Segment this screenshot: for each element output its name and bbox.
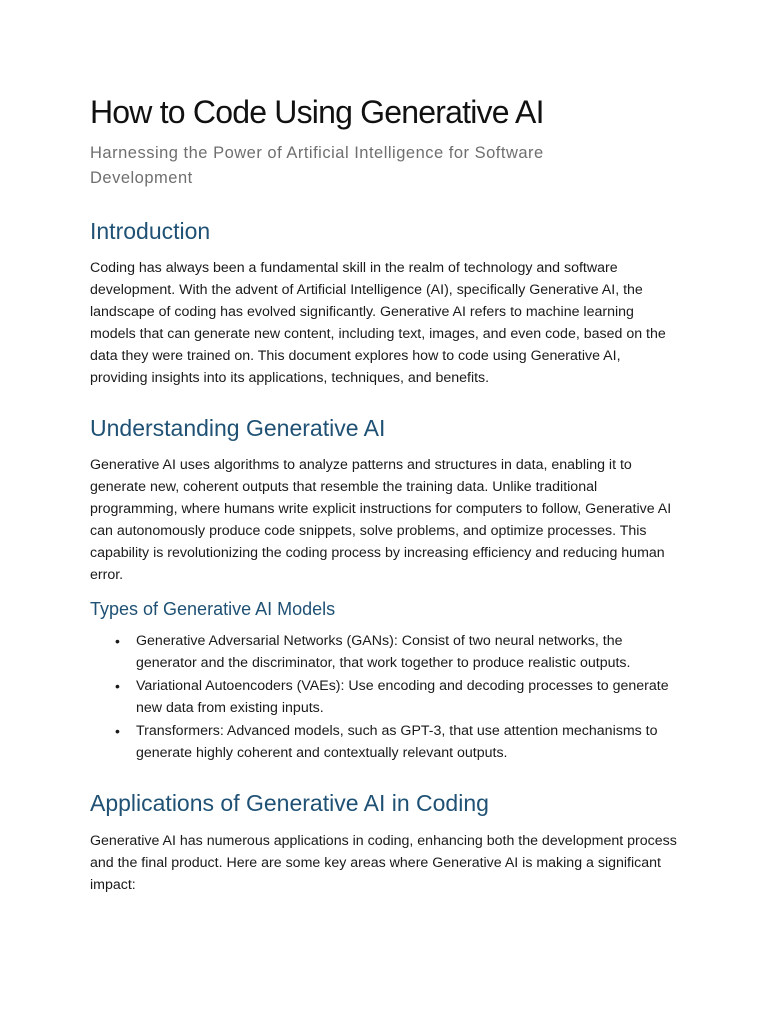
document-title: How to Code Using Generative AI bbox=[90, 94, 544, 130]
list-item bbox=[90, 720, 682, 764]
bullet-icon: • bbox=[115, 723, 120, 739]
introduction-heading: Introduction bbox=[90, 218, 211, 244]
list-item bbox=[90, 675, 682, 719]
understanding-paragraph: Generative AI uses algorithms to analyze patterns and structures in data, enabling it to generate new, coherent outputs that resemble the training data. Unlike traditional programming, where humans write explicit instructions for computers to follow, Generative AI can autonomously produce code snippets, solve problems, and optimize processes. This capability is revolutionizing the coding process by increasing efficiency and reducing human error. bbox=[90, 457, 672, 583]
list-item-text: Variational Autoencoders (VAEs): Use encoding and decoding processes to generate new data from existing inputs. bbox=[136, 678, 669, 716]
bullet-icon: • bbox=[115, 678, 120, 694]
document-subtitle: Harnessing the Power of Artificial Intelligence for Software Development bbox=[90, 144, 544, 187]
understanding-heading: Understanding Generative AI bbox=[90, 415, 386, 441]
list-item bbox=[90, 630, 682, 674]
introduction-paragraph: Coding has always been a fundamental skill in the realm of technology and software development. With the advent of Artificial Intelligence (AI), specifically Generative AI, the landscape of coding has evolved significantly. Generative AI refers to machine learning models that can generate new content, including text, images, and even code, based on the data they were trained on. This document explores how to code using Generative AI, providing insights into its applications, techniques, and benefits. bbox=[90, 260, 666, 386]
list-item-text: Transformers: Advanced models, such as GPT-3, that use attention mechanisms to generate highly coherent and contextually relevant outputs. bbox=[136, 723, 658, 761]
list-item-text: Generative Adversarial Networks (GANs): Consist of two neural networks, the generator and the discriminator, that work together to produce realistic outputs. bbox=[136, 633, 631, 671]
applications-paragraph: Generative AI has numerous applications in coding, enhancing both the development process and the final product. Here are some key areas where Generative AI is making a significant impact: bbox=[90, 833, 677, 893]
model-types-list bbox=[90, 630, 682, 765]
applications-heading: Applications of Generative AI in Coding bbox=[90, 790, 489, 816]
types-heading: Types of Generative AI Models bbox=[90, 599, 336, 619]
bullet-icon: • bbox=[115, 633, 120, 649]
